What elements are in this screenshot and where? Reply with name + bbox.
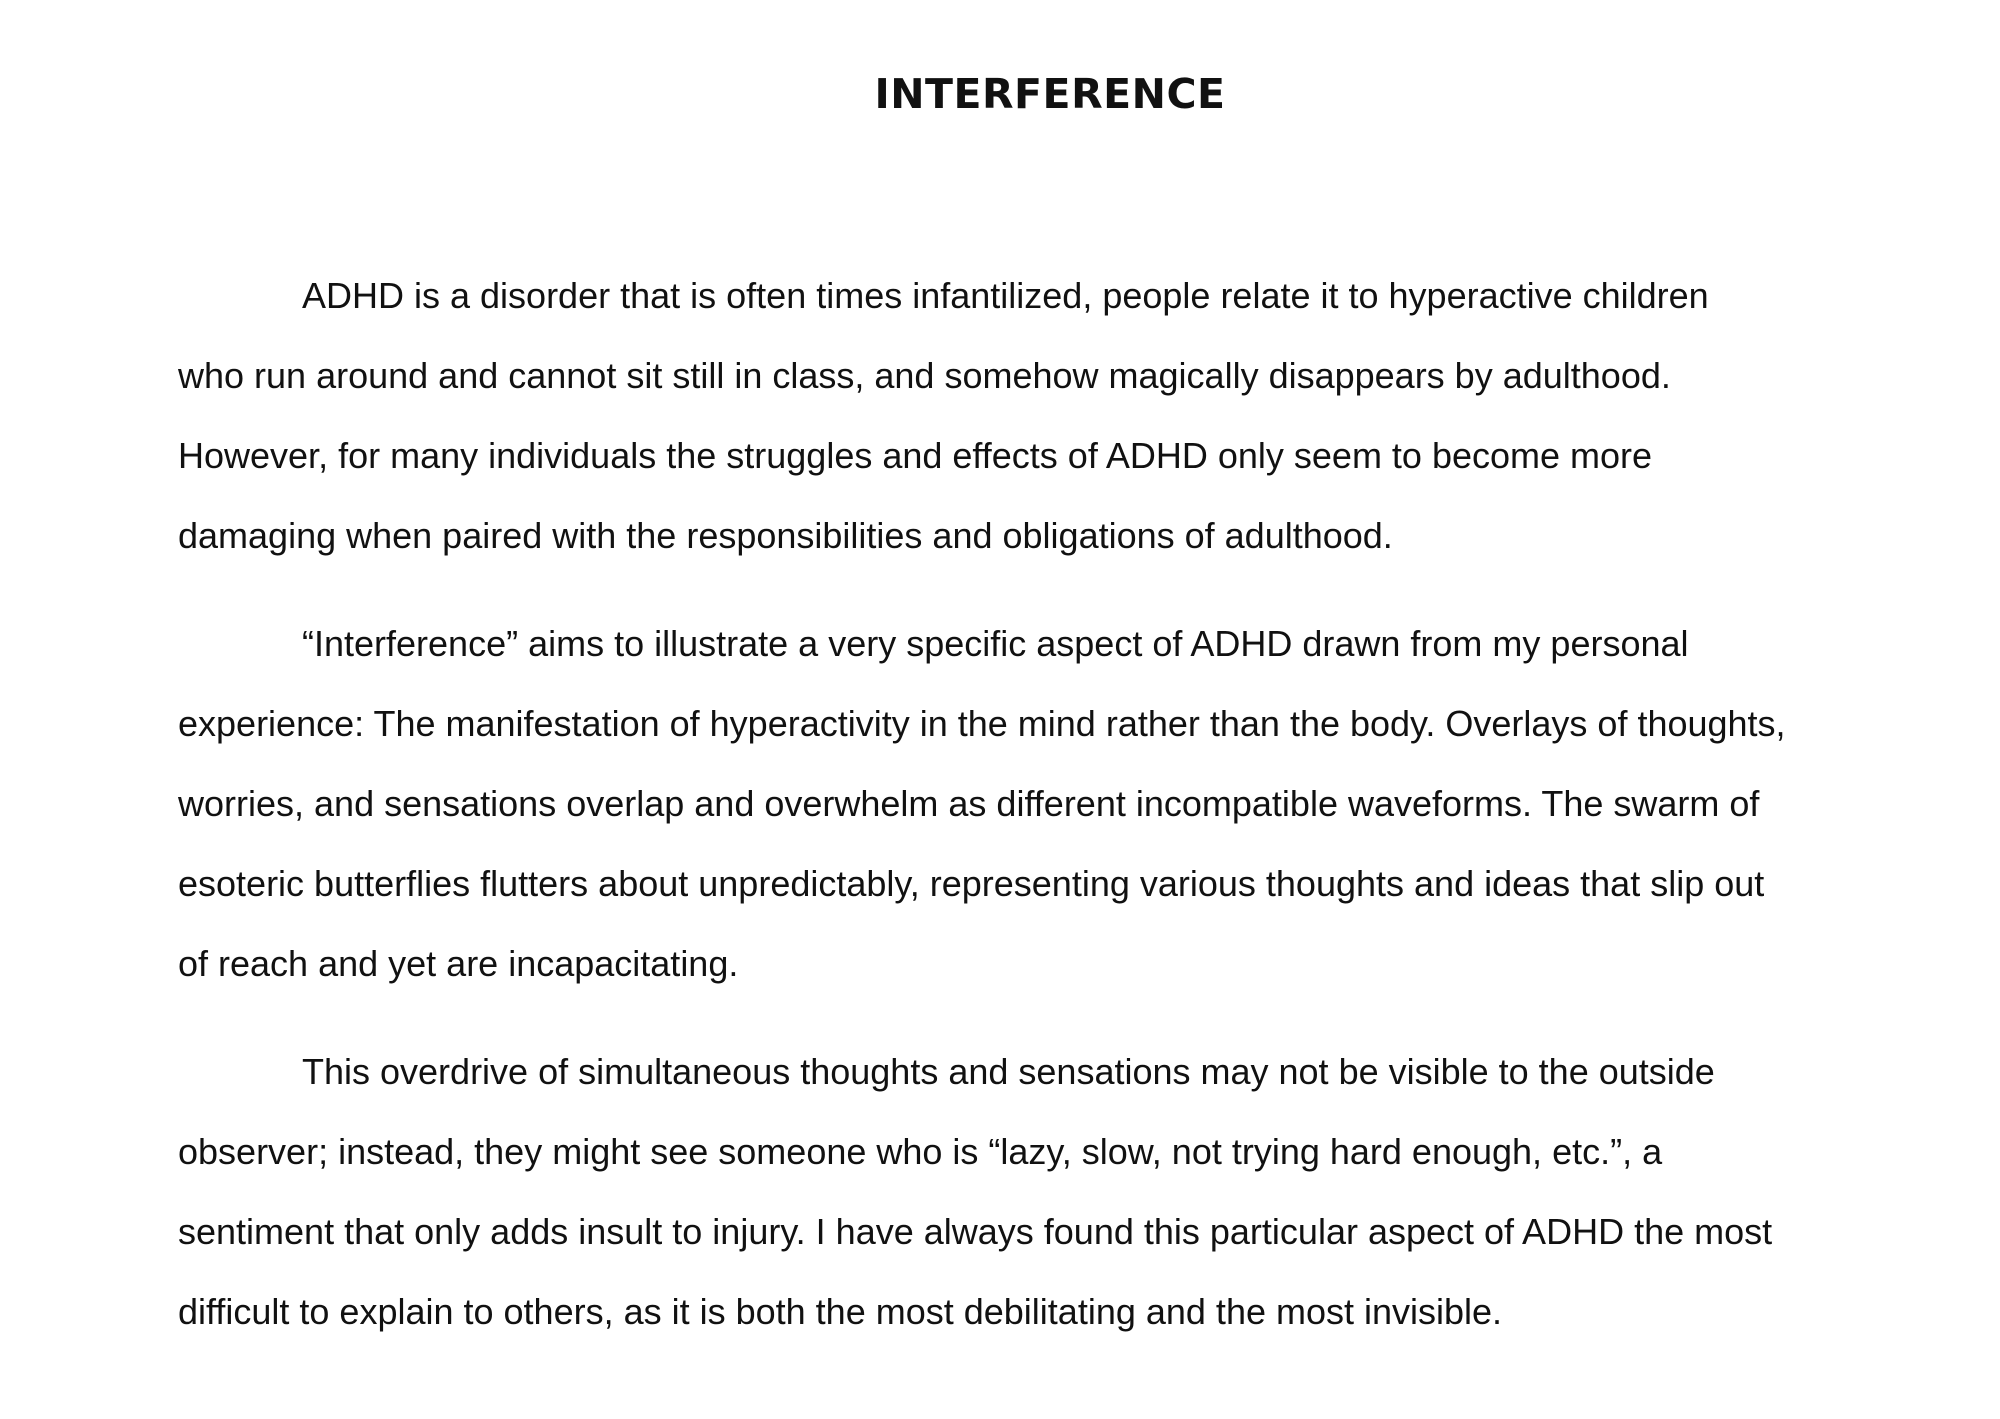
paragraph-line: experience: The manifestation of hyperactivity in the mind rather than the body. Overlays of thoughts, [178,703,1786,744]
paragraph-line: difficult to explain to others, as it is both the most debilitating and the most invisible. [178,1291,1503,1332]
paragraph-line: However, for many individuals the struggles and effects of ADHD only seem to become more [178,435,1653,476]
paragraph-3 [178,1032,1818,1352]
paragraph-line: worries, and sensations overlap and overwhelm as different incompatible waveforms. The swarm of [178,783,1760,824]
paragraph-line: sentiment that only adds insult to injury. I have always found this particular aspect of ADHD the most [178,1211,1773,1252]
paragraph-2 [178,604,1818,1004]
paragraph-line: ADHD is a disorder that is often times infantilized, people relate it to hyperactive children [302,275,1709,316]
paragraph-line: esoteric butterflies flutters about unpredictably, representing various thoughts and ideas that slip out [178,863,1765,904]
document-title: INTERFERENCE [874,70,1226,118]
document-body [178,256,1818,1380]
paragraph-line: who run around and cannot sit still in class, and somehow magically disappears by adulthood. [178,355,1671,396]
paragraph-line: damaging when paired with the responsibilities and obligations of adulthood. [178,515,1393,556]
paragraph-line: observer; instead, they might see someone who is “lazy, slow, not trying hard enough, etc.”, a [178,1131,1663,1172]
paragraph-1 [178,256,1818,576]
paragraph-line: of reach and yet are incapacitating. [178,943,739,984]
paragraph-line: This overdrive of simultaneous thoughts and sensations may not be visible to the outside [302,1051,1715,1092]
paragraph-line: “Interference” aims to illustrate a very specific aspect of ADHD drawn from my personal [302,623,1689,664]
